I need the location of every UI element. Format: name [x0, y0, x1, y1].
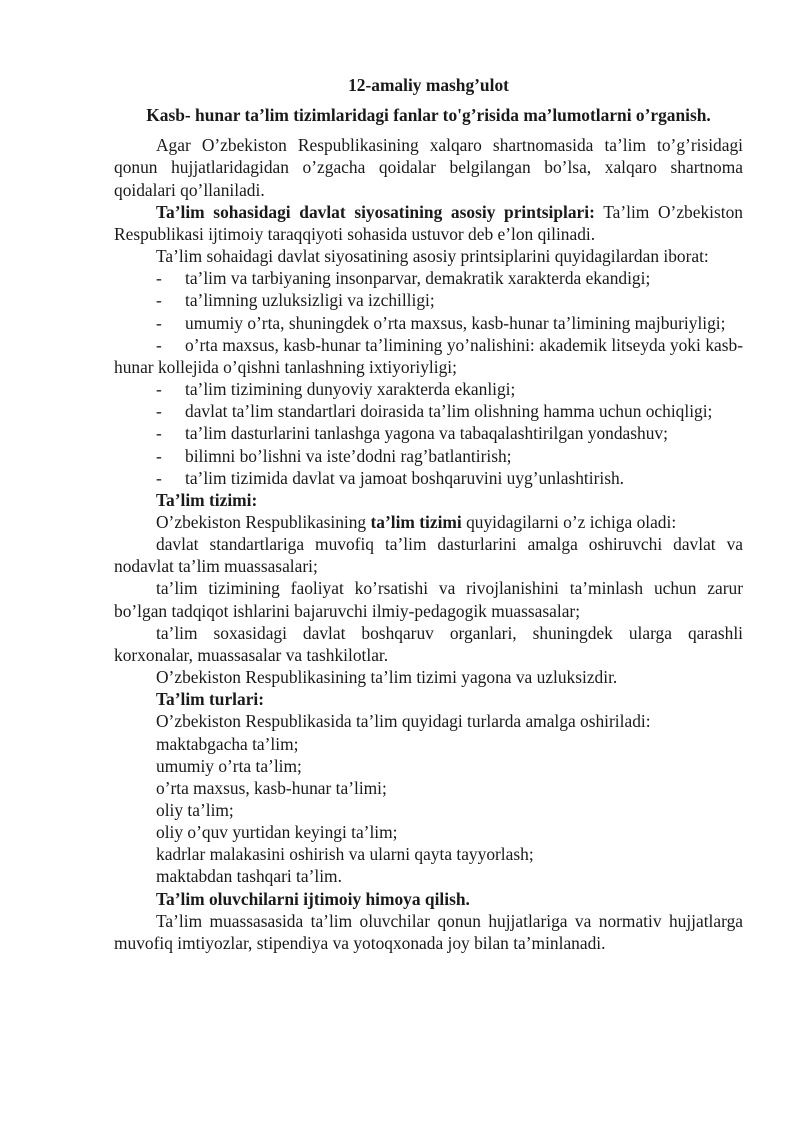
- paragraph-protection: Ta’lim muassasasida ta’lim oluvchilar qonun hujjatlariga va normativ hujjatlarga muvofiq imtiyozlar, stipendiya va yotoqxonada joy bilan ta’minlanadi.: [114, 910, 743, 953]
- list-item: [114, 445, 743, 467]
- list-item: kadrlar malakasini oshirish va ularni qayta tayyorlash;: [156, 844, 534, 865]
- paragraph-types-intro: O’zbekiston Respublikasida ta’lim quyidagi turlarda amalga oshiriladi:: [156, 711, 651, 732]
- list-item: [114, 467, 743, 489]
- list-item: maktabdan tashqari ta’lim.: [156, 866, 342, 887]
- list-dash: -: [156, 312, 162, 333]
- list-item-text: ta’lim tizimida davlat va jamoat boshqaruvini uyg’unlashtirish.: [185, 467, 625, 488]
- list-item: [114, 422, 743, 444]
- list-dash: -: [156, 334, 162, 355]
- list-item-text: ta’limning uzluksizligi va izchilligi;: [185, 290, 435, 311]
- system-intro-end: quyidagilarni o’z ichiga oladi:: [461, 511, 677, 532]
- list-dash: -: [156, 445, 162, 466]
- list-dash: -: [156, 423, 162, 444]
- system-intro-start: O’zbekiston Respublikasining: [156, 511, 371, 532]
- paragraph-system-1: davlat standartlariga muvofiq ta’lim dasturlarini amalga oshiruvchi davlat va nodavlat ta’lim muassasalari;: [114, 534, 743, 577]
- list-item: oliy ta’lim;: [156, 800, 234, 820]
- list-item: [114, 400, 743, 422]
- list-item: maktabgacha ta’lim;: [156, 733, 299, 754]
- list-item-text: ta’lim va tarbiyaning insonparvar, demakratik xarakterda ekandigi;: [185, 268, 651, 289]
- principles-heading-bold: Ta’lim sohasidagi davlat siyosatining asosiy printsiplari:: [156, 201, 595, 222]
- list-item: [114, 312, 743, 334]
- list-item-text: ta’lim dasturlarini tanlashga yagona va tabaqalashtirilgan yondashuv;: [185, 423, 668, 444]
- section-heading-system: Ta’lim tizimi:: [156, 489, 258, 510]
- list-item-text: davlat ta’lim standartlari doirasida ta’lim olishning hamma uchun ochiqligi;: [185, 401, 713, 422]
- list-item-text: bilimni bo’lishni va iste’dodni rag’batlantirish;: [185, 445, 512, 466]
- list-dash: -: [156, 268, 162, 289]
- list-item: [114, 378, 743, 400]
- paragraph-system-3: ta’lim soxasidagi davlat boshqaruv organlari, shuningdek ularga qarashli korxonalar, muassasalar va tashkilotlar.: [114, 622, 743, 665]
- list-item-text: umumiy o’rta, shuningdek o’rta maxsus, kasb-hunar ta’limining majburiyligi;: [185, 312, 726, 333]
- list-item: umumiy o’rta ta’lim;: [156, 755, 302, 776]
- system-intro-bold: ta’lim tizimi: [370, 511, 462, 532]
- section-heading-types: Ta’lim turlari:: [156, 689, 265, 710]
- paragraph-system-4: O’zbekiston Respublikasining ta’lim tizimi yagona va uzluksizdir.: [156, 667, 618, 688]
- list-dash: -: [156, 290, 162, 311]
- paragraph-system-intro: [114, 511, 743, 533]
- list-item: [114, 334, 743, 378]
- paragraph-intro: Agar O’zbekiston Respublikasining xalqaro shartnomasida ta’lim to’g’risidagi qonun hujjatlaridagidan o’zgacha qoidalar belgilangan bo’lsa, xalqaro shartnoma qoidalari qo’llaniladi.: [114, 135, 743, 200]
- paragraph-principles-intro: Ta’lim sohaidagi davlat siyosatining asosiy printsiplarini quyidagilardan iborat:: [156, 246, 709, 267]
- paragraph-system-2: ta’lim tizimining faoliyat ko’rsatishi va rivojlanishini ta’minlash uchun zarur bo’lgan tadqiqot ishlarini bajaruvchi ilmiy-pedagogik muassasalar;: [114, 578, 743, 621]
- list-item-text: o’rta maxsus, kasb-hunar ta’limining yo’nalishini: akademik litseyda yoki kasb-hunar kollejida o’qishni tanlashning ixtiyoriyligi;: [114, 334, 743, 377]
- list-item-text: ta’lim tizimining dunyoviy xarakterda ekanligi;: [185, 379, 516, 400]
- list-dash: -: [156, 379, 162, 400]
- document-subtitle: Kasb- hunar ta’lim tizimlaridagi fanlar to'g’risida ma’lumotlarni o’rganish.: [146, 105, 711, 126]
- list-dash: -: [156, 467, 162, 488]
- list-item: [114, 289, 743, 311]
- list-dash: -: [156, 401, 162, 422]
- list-item: oliy o’quv yurtidan keyingi ta’lim;: [156, 822, 398, 843]
- paragraph-principles-heading: [114, 201, 743, 245]
- list-item: o’rta maxsus, kasb-hunar ta’limi;: [156, 777, 387, 798]
- list-item: [114, 267, 743, 289]
- document-title: 12-amaliy mashg’ulot: [348, 75, 509, 95]
- section-heading-protection: Ta’lim oluvchilarni ijtimoiy himoya qilish.: [156, 888, 470, 909]
- principles-heading-rest: Ta’lim O’zbekiston Respublikasi ijtimoiy taraqqiyoti sohasida ustuvor deb e’lon qilinadi.: [114, 201, 743, 244]
